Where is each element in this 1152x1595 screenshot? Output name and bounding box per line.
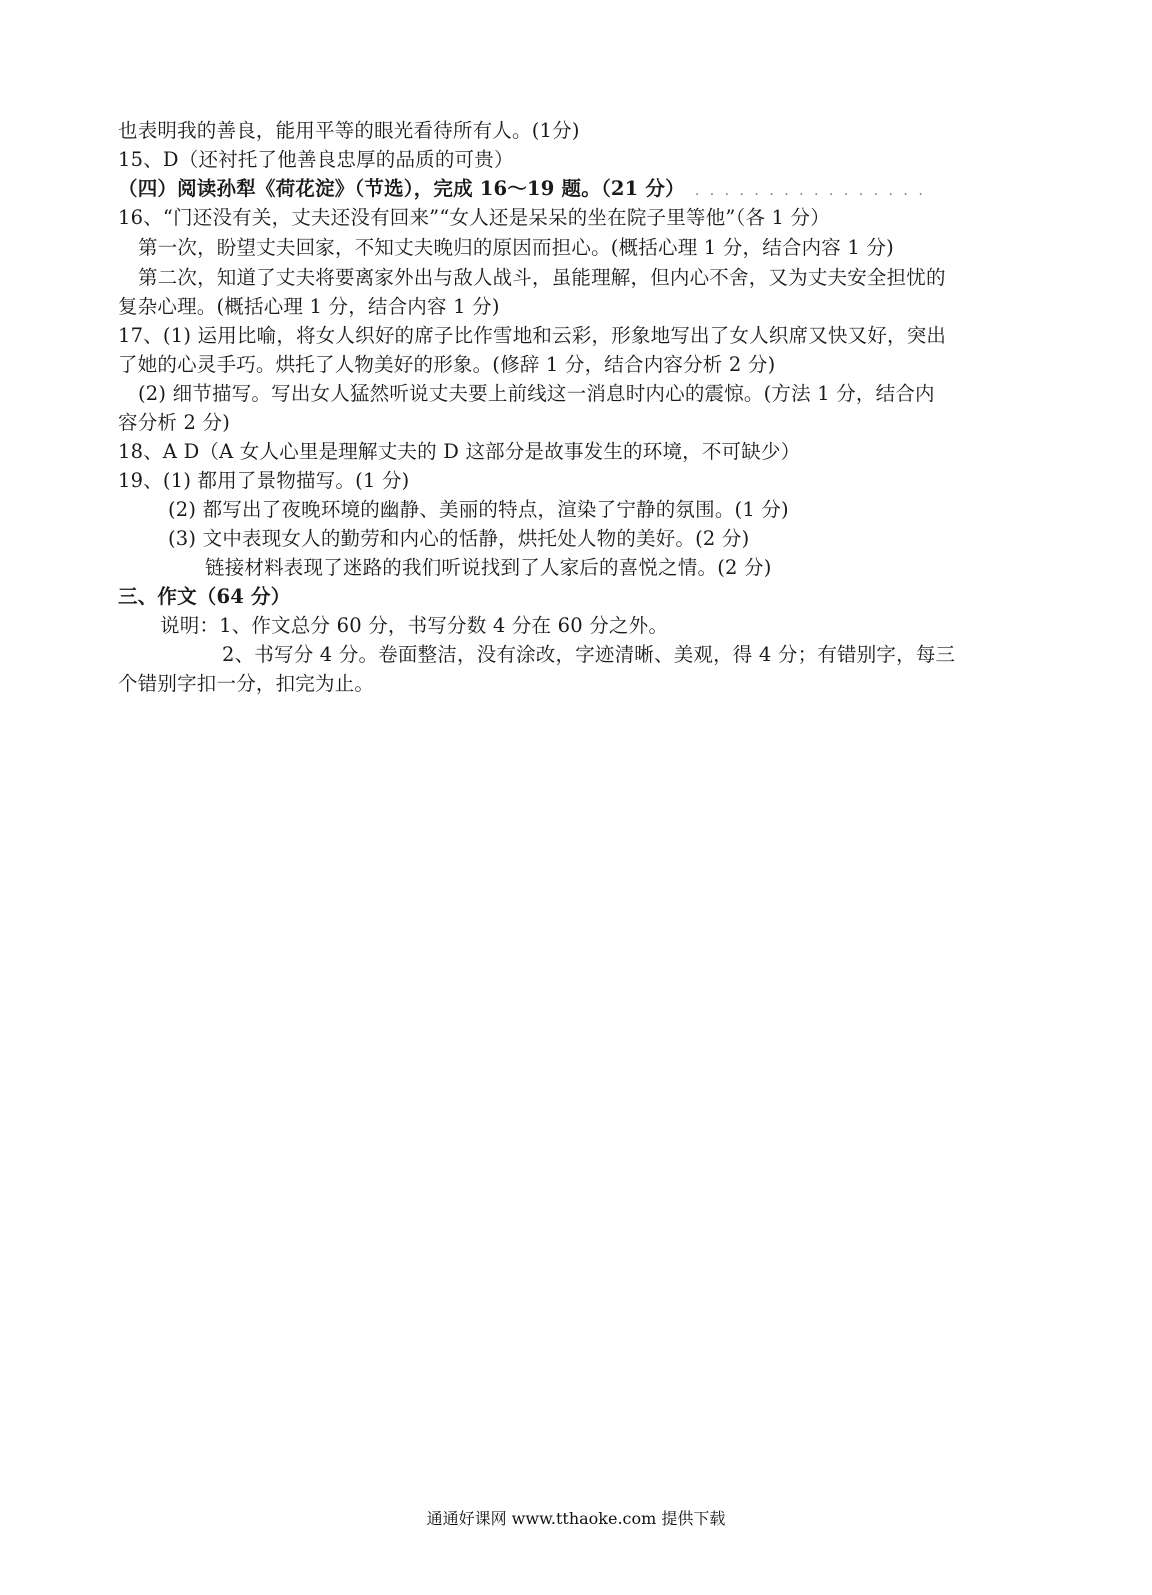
answer-15: 15、D（还衬托了他善良忠厚的品质的可贵） xyxy=(118,148,514,171)
answer-17-1-cont: 了她的心灵手巧。烘托了人物美好的形象。(修辞 1 分，结合内容分析 2 分) xyxy=(118,353,776,376)
essay-note-1: 说明：1、作文总分 60 分，书写分数 4 分在 60 分之外。 xyxy=(160,614,669,637)
essay-note-2-cont: 个错别字扣一分，扣完为止。 xyxy=(118,672,375,695)
answer-19-3-cont: 链接材料表现了迷路的我们听说找到了人家后的喜悦之情。(2 分) xyxy=(205,556,772,579)
section-3-heading: 三、作文（64 分） xyxy=(118,585,291,608)
answer-16: 16、“门还没有关，丈夫还没有回来”“女人还是呆呆的坐在院子里等他”（各 1 分） xyxy=(118,206,830,229)
page-footer: 通通好课网 www.tthaoke.com 提供下载 xyxy=(426,1509,726,1528)
answer-18: 18、A D（A 女人心里是理解丈夫的 D 这部分是故事发生的环境，不可缺少） xyxy=(118,440,801,463)
answer-19-1: 19、(1) 都用了景物描写。(1 分) xyxy=(118,469,410,492)
answer-16-second-cont: 复杂心理。(概括心理 1 分，结合内容 1 分) xyxy=(118,295,500,318)
answer-16-first: 第一次，盼望丈夫回家，不知丈夫晚归的原因而担心。(概括心理 1 分，结合内容 1 分) xyxy=(138,236,894,259)
dotted-leader: . . . . . . . . . . . . . . . . xyxy=(694,183,926,199)
answer-19-2: (2) 都写出了夜晚环境的幽静、美丽的特点，渲染了宁静的氛围。(1 分) xyxy=(168,498,789,521)
essay-note-2: 2、书写分 4 分。卷面整洁，没有涂改，字迹清晰、美观，得 4 分；有错别字，每三 xyxy=(222,643,956,666)
section-4-heading-text: （四）阅读孙犁《荷花淀》（节选），完成 16～19 题。（21 分） xyxy=(118,177,685,200)
section-4-heading xyxy=(118,174,1038,206)
answer-17-2-cont: 容分析 2 分) xyxy=(118,411,231,434)
answer-line: 也表明我的善良，能用平等的眼光看待所有人。(1分) xyxy=(118,119,580,142)
answer-16-second: 第二次，知道了丈夫将要离家外出与敌人战斗，虽能理解，但内心不舍，又为丈夫安全担忧的 xyxy=(138,266,946,289)
answer-17-1: 17、(1) 运用比喻，将女人织好的席子比作雪地和云彩，形象地写出了女人织席又快又好，突出 xyxy=(118,324,947,347)
answer-17-2: (2) 细节描写。写出女人猛然听说丈夫要上前线这一消息时内心的震惊。(方法 1 分，结合内 xyxy=(138,382,935,405)
answer-19-3: (3) 文中表现女人的勤劳和内心的恬静，烘托处人物的美好。(2 分) xyxy=(168,527,750,550)
